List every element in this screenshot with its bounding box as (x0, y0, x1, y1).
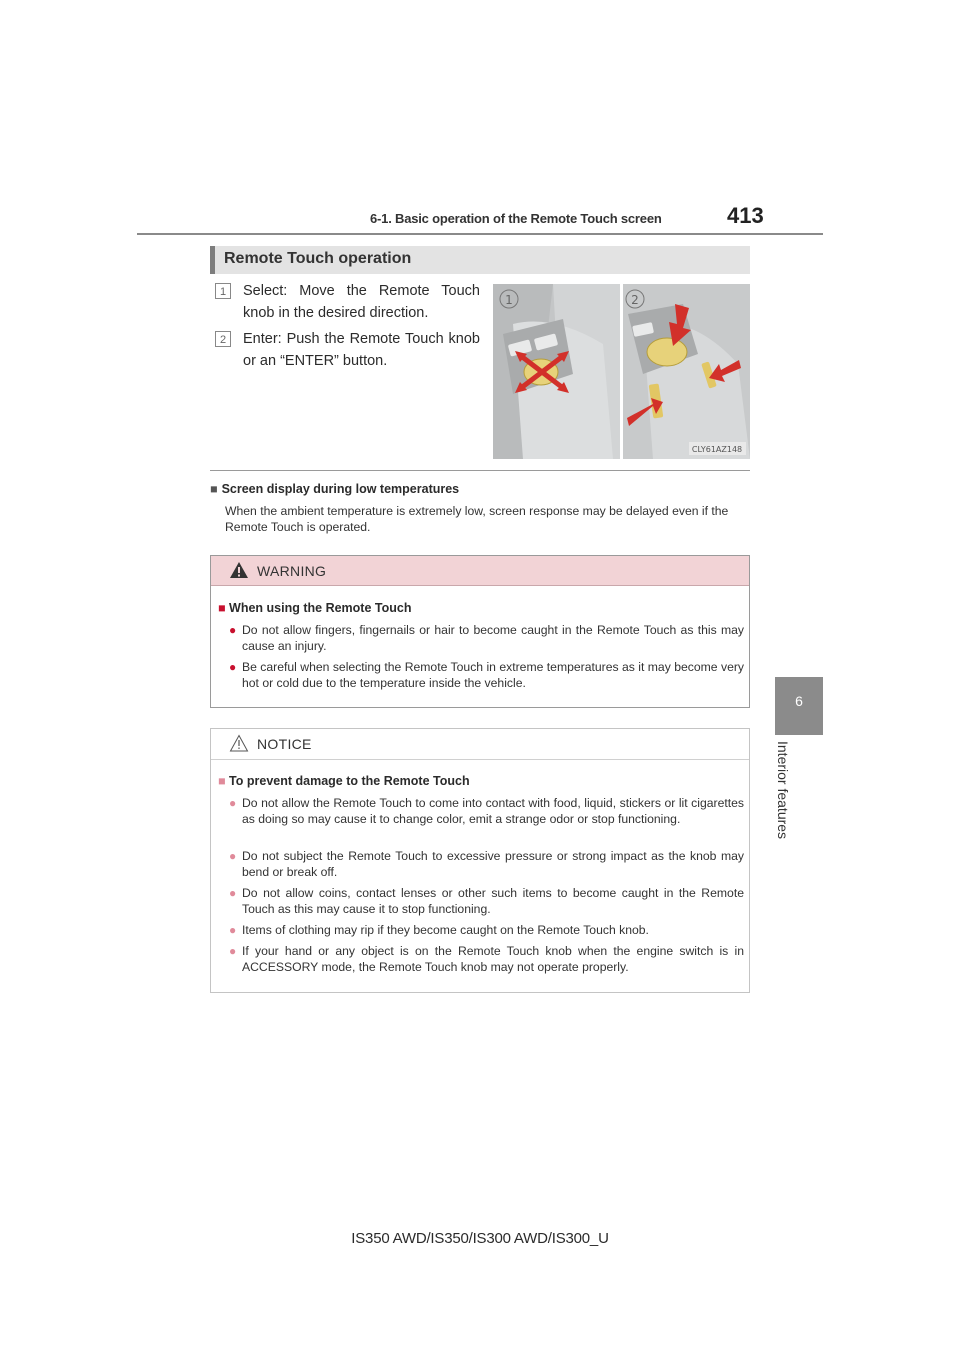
notice-item (229, 848, 744, 880)
remote-touch-figure (493, 284, 750, 459)
figure-label-1: 1 (505, 293, 513, 307)
notice-title: NOTICE (257, 736, 312, 752)
chapter-number: 6 (795, 693, 803, 709)
section-heading-bar (210, 246, 215, 274)
warning-subheading (218, 601, 411, 615)
notice-item (229, 943, 744, 975)
notice-item (229, 885, 744, 917)
chapter-label-container (775, 737, 823, 847)
step-1-badge: 1 (215, 283, 231, 299)
step-2-badge: 2 (215, 331, 231, 347)
warning-item (229, 659, 744, 691)
notice-item (229, 795, 744, 827)
warning-box (210, 555, 750, 708)
square-bullet-icon: ■ (218, 774, 226, 788)
bullet-dot-icon: ● (229, 623, 237, 637)
warning-item-text: Do not allow fingers, fingernails or hair to become caught in the Remote Touch as this may cause an injury. (242, 623, 744, 653)
footer-model-text: IS350 AWD/IS350/IS300 AWD/IS300_U (351, 1230, 609, 1247)
bullet-dot-icon: ● (229, 796, 237, 810)
figure-code: CLY61AZ148 (691, 445, 743, 454)
header-rule (137, 233, 823, 235)
warning-header (211, 556, 749, 586)
section-rule (210, 470, 750, 471)
bullet-dot-icon: ● (229, 886, 237, 900)
chapter-tab (775, 677, 823, 735)
bullet-dot-icon: ● (229, 923, 237, 937)
note-heading (210, 482, 459, 496)
notice-subheading-text: To prevent damage to the Remote Touch (229, 774, 470, 788)
bullet-dot-icon: ● (229, 849, 237, 863)
warning-item (229, 622, 744, 654)
step-1-text: Select: Move the Remote Touch knob in the desired direction. (243, 283, 480, 321)
notice-item-text: Do not allow the Remote Touch to come into contact with food, liquid, stickers or lit cigarettes as doing so may cause it to change color, emit a strange odor or stop functioning. (242, 796, 744, 826)
notice-box (210, 728, 750, 993)
notice-item-text: Items of clothing may rip if they become caught on the Remote Touch knob. (242, 923, 649, 937)
chapter-label: Interior features (775, 741, 791, 840)
notice-item-text: If your hand or any object is on the Remote Touch knob when the engine switch is in ACCESSORY mode, the Remote Touch knob may not operate properly. (242, 944, 744, 974)
section-heading (210, 246, 750, 274)
warning-subheading-text: When using the Remote Touch (229, 601, 412, 615)
square-bullet-icon: ■ (218, 601, 226, 615)
caution-triangle-icon (229, 734, 249, 752)
notice-header (211, 729, 749, 760)
square-bullet-icon: ■ (210, 482, 218, 496)
notice-item-text: Do not subject the Remote Touch to excessive pressure or strong impact as the knob may bend or break off. (242, 849, 744, 879)
notice-subheading (218, 774, 470, 788)
bullet-dot-icon: ● (229, 944, 237, 958)
page-number: 413 (727, 203, 764, 228)
warning-title: WARNING (257, 563, 327, 579)
bullet-dot-icon: ● (229, 660, 237, 674)
remote-touch-illustration (493, 284, 750, 459)
warning-item-text: Be careful when selecting the Remote Touch in extreme temperatures as it may become very hot or cold due to the temperature inside the vehicle. (242, 660, 744, 690)
section-heading-text: Remote Touch operation (224, 250, 412, 267)
figure-label-2: 2 (631, 293, 639, 307)
note-body: When the ambient temperature is extremely low, screen response may be delayed even if the Remote Touch is operated. (225, 504, 729, 534)
notice-item-text: Do not allow coins, contact lenses or other such items to become caught in the Remote Touch as this may cause it to stop functioning. (242, 886, 744, 916)
running-head: 6-1. Basic operation of the Remote Touch screen (370, 211, 662, 226)
step-2-text: Enter: Push the Remote Touch knob or an “ENTER” button. (243, 331, 480, 369)
note-heading-text: Screen display during low temperatures (221, 482, 460, 496)
warning-triangle-icon (229, 561, 249, 579)
notice-item (229, 922, 744, 938)
